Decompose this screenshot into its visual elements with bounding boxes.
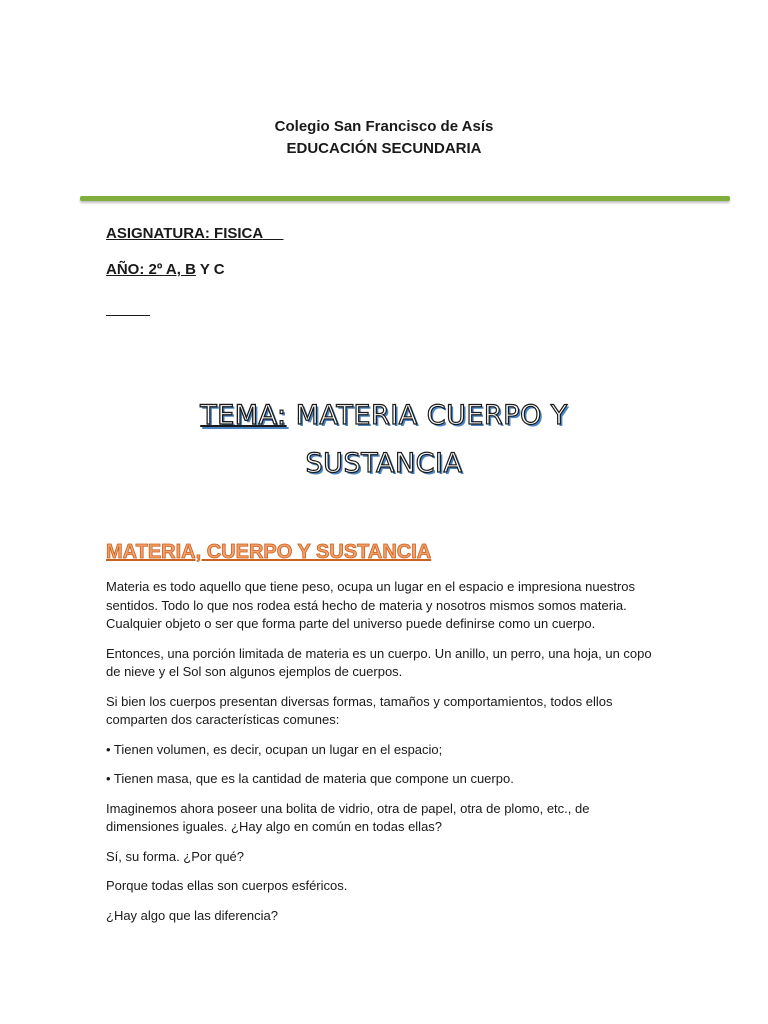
year-field <box>106 260 225 280</box>
paragraph: Si bien los cuerpos presentan diversas formas, tamaños y comportamientos, todos ellos comparten dos características comunes: <box>106 693 613 727</box>
paragraph: ¿Hay algo que las diferencia? <box>106 907 278 923</box>
paragraph: Imaginemos ahora poseer una bolita de vidrio, otra de papel, otra de plomo, etc., de dimensiones iguales. ¿Hay algo en común en todas ellas? <box>106 800 590 834</box>
title-line1-text: MATERIA CUERPO Y <box>286 400 568 431</box>
education-level: EDUCACIÓN SECUNDARIA <box>286 140 482 157</box>
bullet-item: • Tienen masa, que es la cantidad de materia que compone un cuerpo. <box>106 771 514 786</box>
header-divider <box>80 196 730 201</box>
paragraph: Sí, su forma. ¿Por qué? <box>106 848 245 864</box>
subject-field <box>106 224 284 244</box>
paragraph: Materia es todo aquello que tiene peso, ocupa un lugar en el espacio e impresiona nuestros sentidos. Todo lo que nos rodea está hecho de materia y nosotros mismos somos materia. Cualquier objeto o ser que forma parte del universo puede definirse como un cuerpo. <box>106 579 636 631</box>
subject-label: ASIGNATURA: FISICA <box>106 225 263 242</box>
document-title <box>0 392 768 488</box>
paragraph: Porque todas ellas son cuerpos esféricos. <box>106 878 348 893</box>
section-body <box>106 578 666 936</box>
school-name: Colegio San Francisco de Asís <box>274 118 494 135</box>
year-label: AÑO: 2º A, B <box>106 261 196 278</box>
paragraph: Entonces, una porción limitada de materia es un cuerpo. Un anillo, un perro, una hoja, un copo de nieve y el Sol son algunos ejemplos de cuerpos. <box>106 645 652 679</box>
blank-underline <box>106 315 150 316</box>
title-line-2: SUSTANCIA <box>305 448 463 479</box>
title-line-1 <box>0 392 768 440</box>
section-heading: MATERIA, CUERPO Y SUSTANCIA <box>106 541 432 563</box>
subject-underline-trail <box>263 225 284 242</box>
title-prefix: TEMA: <box>200 400 287 431</box>
bullet-item: • Tienen volumen, es decir, ocupan un lugar en el espacio; <box>106 741 443 757</box>
school-header <box>0 116 768 160</box>
year-suffix: Y C <box>195 261 225 278</box>
